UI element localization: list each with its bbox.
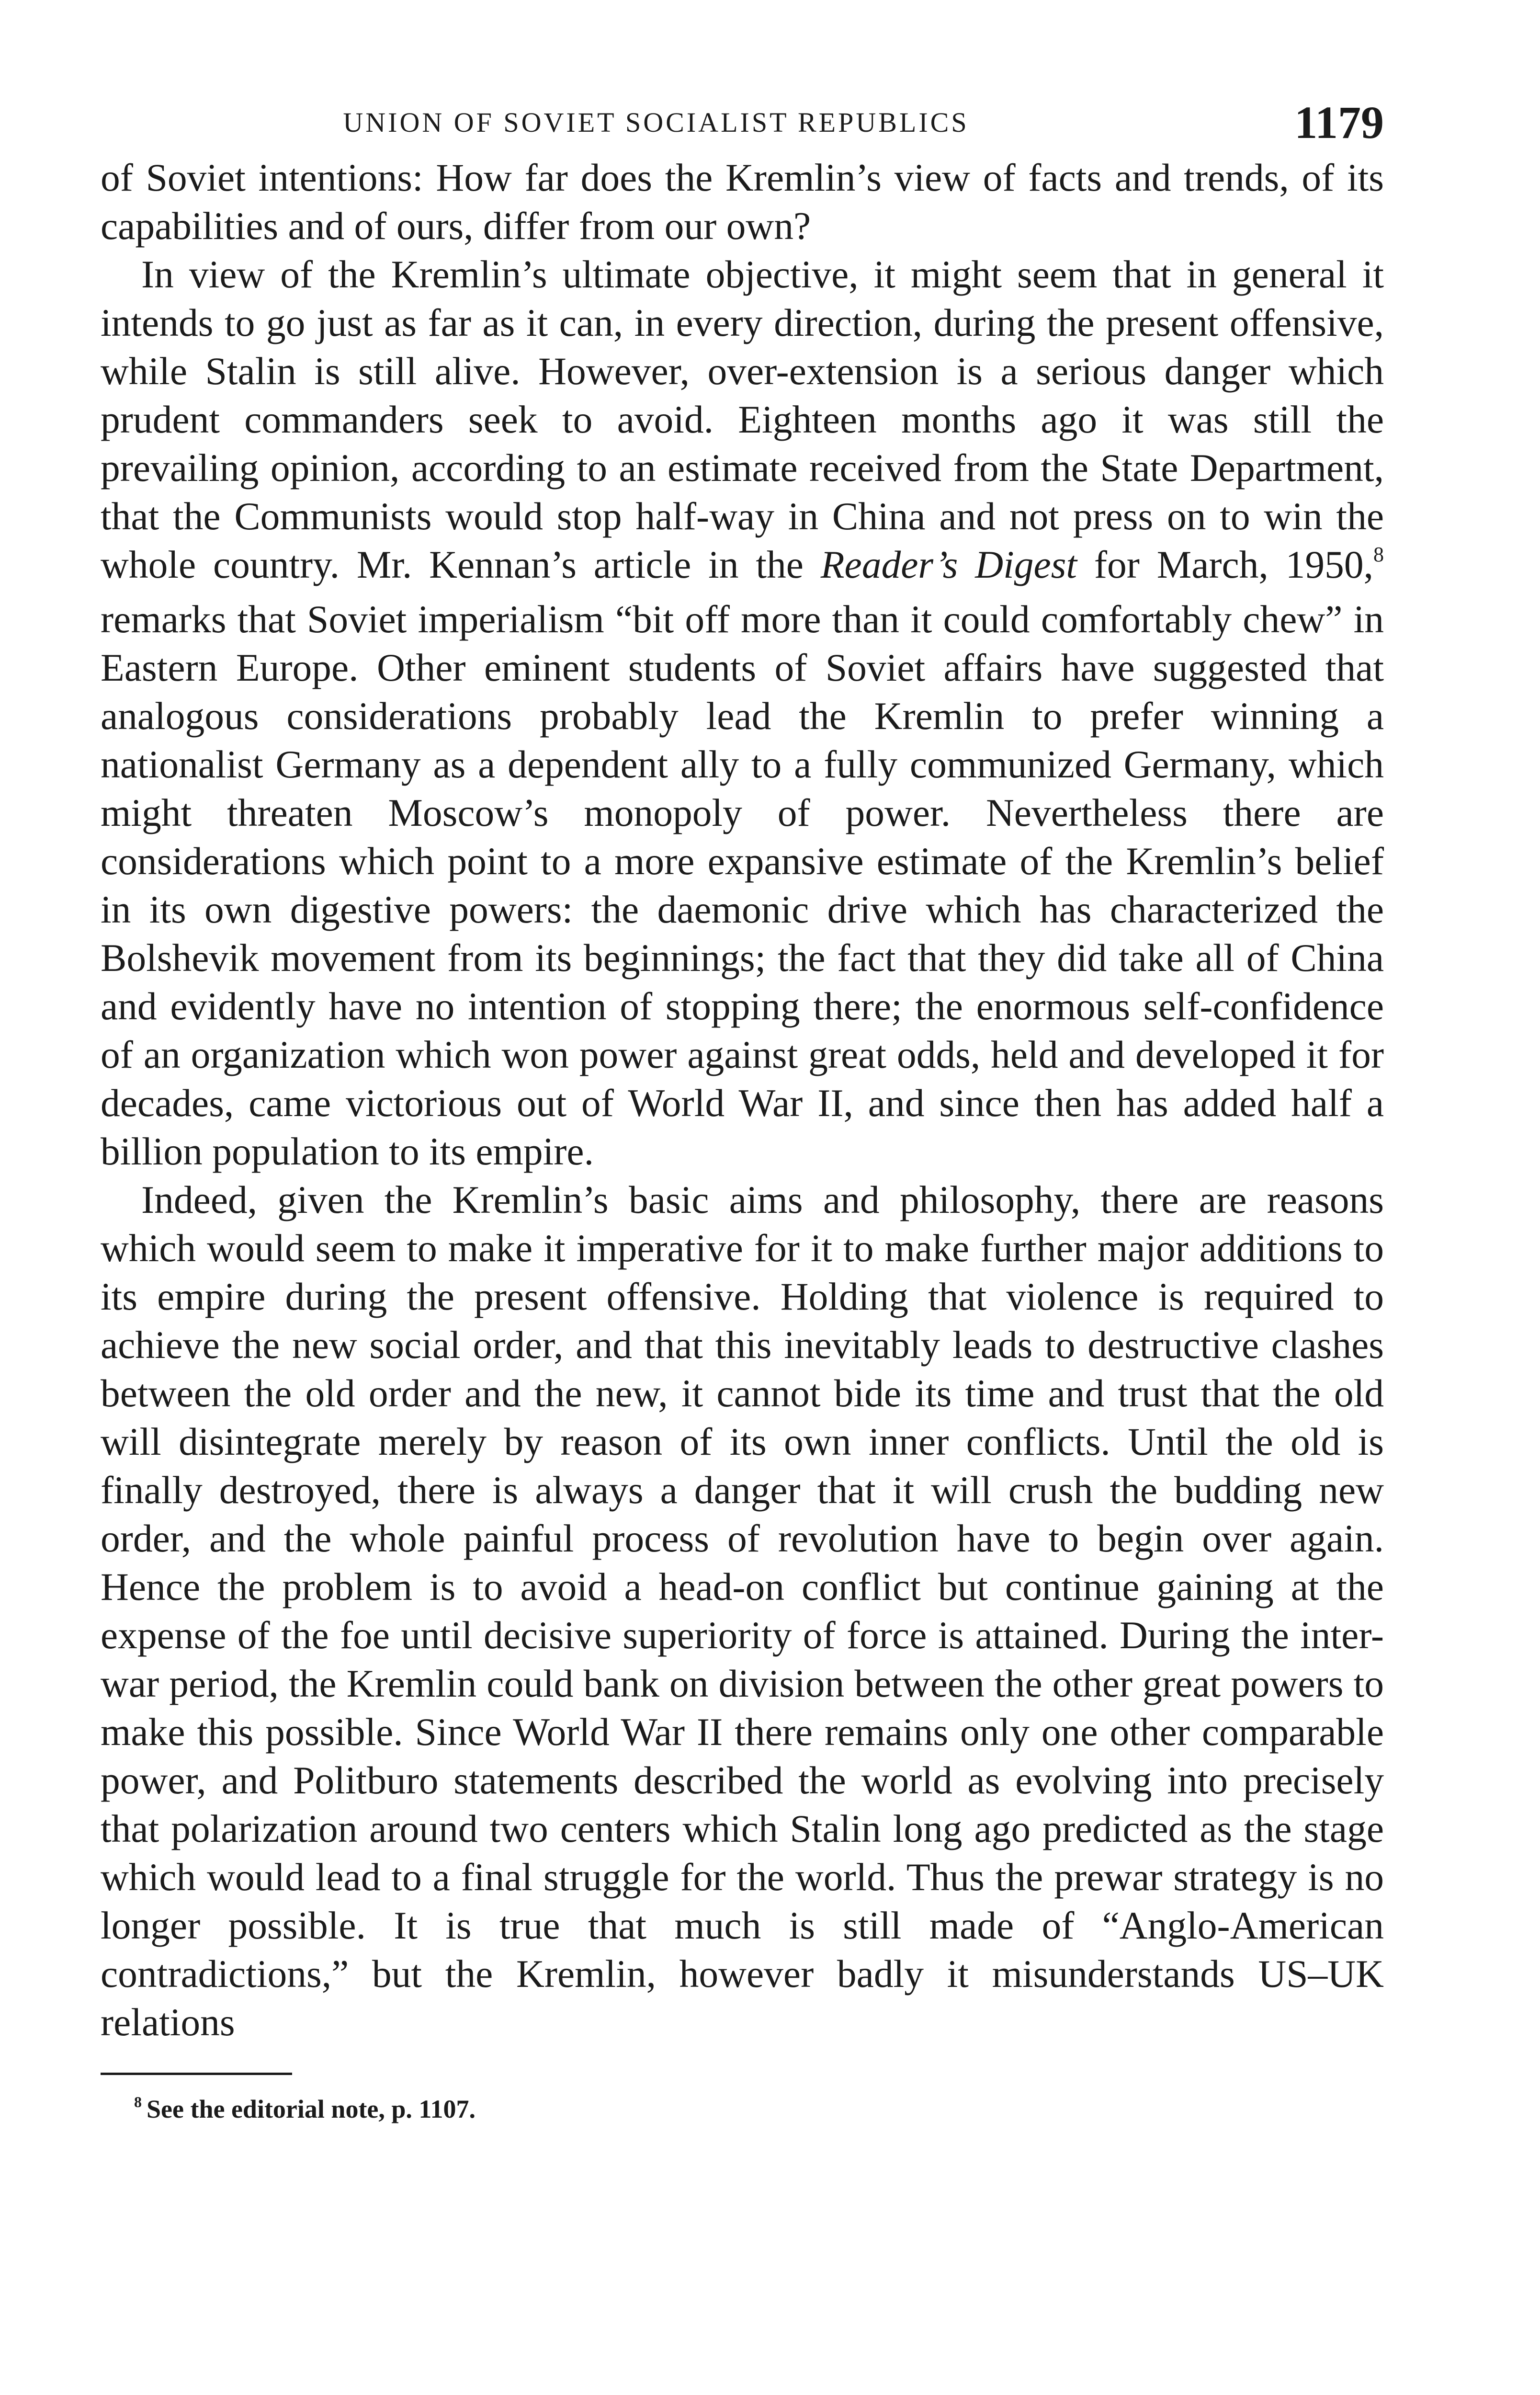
footnote-divider: [101, 2073, 292, 2075]
paragraph-2-text-c: remarks that Soviet imperialism “bit off more than it could comfortably chew” in Eastern Europe. Other eminent students of Soviet affairs have suggested that analogous considerations probably lead the Kremlin to prefer winning a nationalist Germany as a dependent ally to a fully communized Germany, which might threaten Moscow’s monopoly of power. Nevertheless there are considerations which point to a more expansive estimate of the Kremlin’s belief in its own digestive powers: the daemonic drive which has characterized the Bolshevik movement from its beginnings; the fact that they did take all of China and evidently have no intention of stopping there; the enormous self-confidence of an organization which won power against great odds, held and developed it for decades, came victorious out of World War II, and since then has added half a billion population to its empire.: [101, 597, 1384, 1173]
running-title: UNION OF SOVIET SOCIALIST REPUBLICS: [343, 107, 969, 138]
publication-title: Reader’s Digest: [820, 543, 1077, 586]
paragraph-2-text-b: for March, 1950,: [1094, 543, 1373, 586]
paragraph-2-text-a: In view of the Kremlin’s ultimate objective, it might seem that in general it intends to go just as far as it can, in every direction, during the present offensive, while Stalin is still alive. However, over-extension is a serious danger which prudent commanders seek to avoid. Eighteen months ago it was still the prevailing opinion, according to an estimate received from the State Department, that the Communists would stop half-way in China and not press on to win the whole country. Mr. Kennan’s article in the: [101, 252, 1384, 586]
paragraph-2: [101, 250, 1384, 1175]
footnote: [134, 2094, 1384, 2124]
document-page: [101, 96, 1384, 2124]
footnote-reference: 8: [1373, 543, 1384, 566]
paragraph-3: Indeed, given the Kremlin’s basic aims and philosophy, there are reasons which would seem to make it imperative for it to make further major additions to its empire during the present offensive. Holding that violence is required to achieve the new social order, and that this inevitably leads to destructive clashes between the old order and the new, it cannot bide its time and trust that the old will disintegrate merely by reason of its own inner conflicts. Until the old is finally destroyed, there is always a danger that it will crush the budding new order, and the whole painful process of revolution have to begin over again. Hence the problem is to avoid a head-on conflict but continue gaining at the expense of the foe until decisive superiority of force is attained. During the inter-war period, the Kremlin could bank on division between the other great powers to make this possible. Since World War II there remains only one other comparable power, and Politburo statements described the world as evolving into precisely that polarization around two centers which Stalin long ago predicted as the stage which would lead to a final struggle for the world. Thus the prewar strategy is no longer possible. It is true that much is still made of “Anglo-American contradictions,” but the Kremlin, however badly it misunderstands US–UK relations: [101, 1178, 1384, 2044]
footnote-marker: 8: [134, 2093, 142, 2110]
paragraph-1: of Soviet intentions: How far does the Kremlin’s view of facts and trends, of its capabilities and of ours, differ from our own?: [101, 156, 1384, 248]
running-head: [101, 96, 1384, 153]
footnote-text: See the editorial note, p. 1107.: [147, 2095, 476, 2123]
body-text: [101, 153, 1384, 2046]
page-number: 1179: [1294, 97, 1384, 148]
